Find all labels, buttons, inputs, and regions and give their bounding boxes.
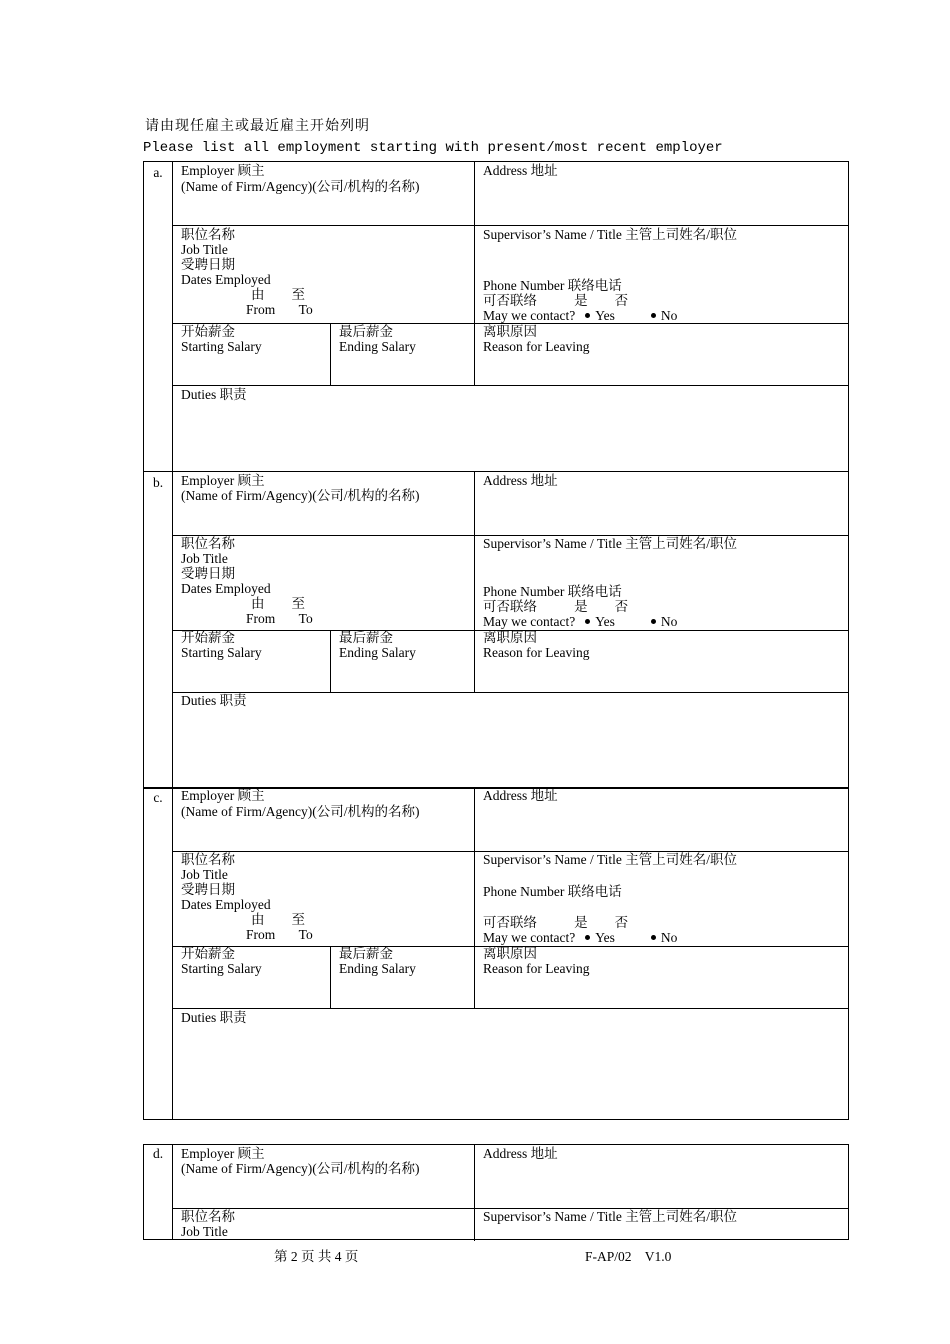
employment-block-d [143,1144,849,1240]
employment-block-b [143,471,849,789]
from-to-en: From To [246,927,313,942]
yes-radio[interactable] [585,935,590,940]
firm-label: (Name of Firm/Agency)(公司/机构的名称) [181,488,420,503]
address-label: Address 地址 [483,163,558,178]
supervisor-label: Supervisor’s Name / Title 主管上司姓名/职位 [483,536,738,551]
yes-label: Yes [595,308,615,323]
address-label: Address 地址 [483,788,558,803]
supervisor-label: Supervisor’s Name / Title 主管上司姓名/职位 [483,852,738,867]
dates-cn: 受聘日期 [181,257,235,272]
from-to-cn: 由 至 [251,596,305,611]
may-contact-label: May we contact? [483,614,576,629]
ending-salary-en: Ending Salary [339,961,416,976]
no-label: No [660,614,678,629]
section-letter: b. [144,471,173,788]
duties-label: Duties 职责 [181,693,247,708]
no-radio[interactable] [651,313,656,318]
starting-salary-cn: 开始薪金 [181,324,235,339]
job-title-en: Job Title [181,867,228,882]
contact-cn: 可否联络 是 否 [483,293,629,308]
starting-salary-cn: 开始薪金 [181,946,235,961]
dates-en: Dates Employed [181,581,271,596]
job-title-cn: 职位名称 [181,536,235,551]
starting-salary-cn: 开始薪金 [181,630,235,645]
supervisor-label: Supervisor’s Name / Title 主管上司姓名/职位 [483,1209,738,1224]
address-label: Address 地址 [483,1146,558,1161]
page-number: 第 2 页 共 4 页 [274,1249,359,1264]
no-label: No [660,308,678,323]
job-title-en: Job Title [181,551,228,566]
starting-salary-en: Starting Salary [181,961,262,976]
job-title-cn: 职位名称 [181,852,235,867]
reason-en: Reason for Leaving [483,339,590,354]
job-title-cn: 职位名称 [181,227,235,242]
ending-salary-cn: 最后薪金 [339,324,393,339]
ending-salary-cn: 最后薪金 [339,630,393,645]
yes-radio[interactable] [585,619,590,624]
contact-cn: 可否联络 是 否 [483,599,629,614]
reason-cn: 离职原因 [483,630,537,645]
firm-label: (Name of Firm/Agency)(公司/机构的名称) [181,179,420,194]
from-to-en: From To [246,611,313,626]
reason-cn: 离职原因 [483,324,537,339]
employer-label: Employer 顾主 [181,163,265,178]
header-title-cn: 请由现任雇主或最近雇主开始列明 [145,119,370,134]
no-radio[interactable] [651,619,656,624]
phone-label: Phone Number 联络电话 [483,278,622,293]
dates-en: Dates Employed [181,272,271,287]
section-letter: c. [144,787,173,1119]
starting-salary-en: Starting Salary [181,339,262,354]
ending-salary-en: Ending Salary [339,645,416,660]
from-to-cn: 由 至 [251,912,305,927]
employer-label: Employer 顾主 [181,473,265,488]
reason-en: Reason for Leaving [483,961,590,976]
employment-block-c [143,787,849,1120]
ending-salary-cn: 最后薪金 [339,946,393,961]
supervisor-label: Supervisor’s Name / Title 主管上司姓名/职位 [483,227,738,242]
yes-label: Yes [595,614,615,629]
job-title-cn: 职位名称 [181,1209,235,1224]
form-code: F-AP/02 V1.0 [585,1249,672,1264]
phone-label: Phone Number 联络电话 [483,884,622,899]
employer-label: Employer 顾主 [181,788,265,803]
no-radio[interactable] [651,935,656,940]
header-title-en: Please list all employment starting with present/most recent employer [143,140,723,156]
reason-cn: 离职原因 [483,946,537,961]
firm-label: (Name of Firm/Agency)(公司/机构的名称) [181,804,420,819]
employer-label: Employer 顾主 [181,1146,265,1161]
starting-salary-en: Starting Salary [181,645,262,660]
from-to-cn: 由 至 [251,287,305,302]
address-label: Address 地址 [483,473,558,488]
ending-salary-en: Ending Salary [339,339,416,354]
section-letter: d. [144,1145,173,1239]
may-contact-label: May we contact? [483,308,576,323]
duties-label: Duties 职责 [181,1010,247,1025]
reason-en: Reason for Leaving [483,645,590,660]
firm-label: (Name of Firm/Agency)(公司/机构的名称) [181,1161,420,1176]
dates-cn: 受聘日期 [181,882,235,897]
dates-cn: 受聘日期 [181,566,235,581]
duties-label: Duties 职责 [181,387,247,402]
yes-label: Yes [595,930,615,945]
may-contact-label: May we contact? [483,930,576,945]
phone-label: Phone Number 联络电话 [483,584,622,599]
job-title-en: Job Title [181,1224,228,1239]
contact-cn: 可否联络 是 否 [483,915,629,930]
yes-radio[interactable] [585,313,590,318]
may-contact-row [483,930,677,945]
may-contact-row [483,308,677,323]
from-to-en: From To [246,302,313,317]
no-label: No [660,930,678,945]
dates-en: Dates Employed [181,897,271,912]
employment-block-a [143,161,849,472]
job-title-en: Job Title [181,242,228,257]
may-contact-row [483,614,677,629]
section-letter: a. [144,162,173,471]
